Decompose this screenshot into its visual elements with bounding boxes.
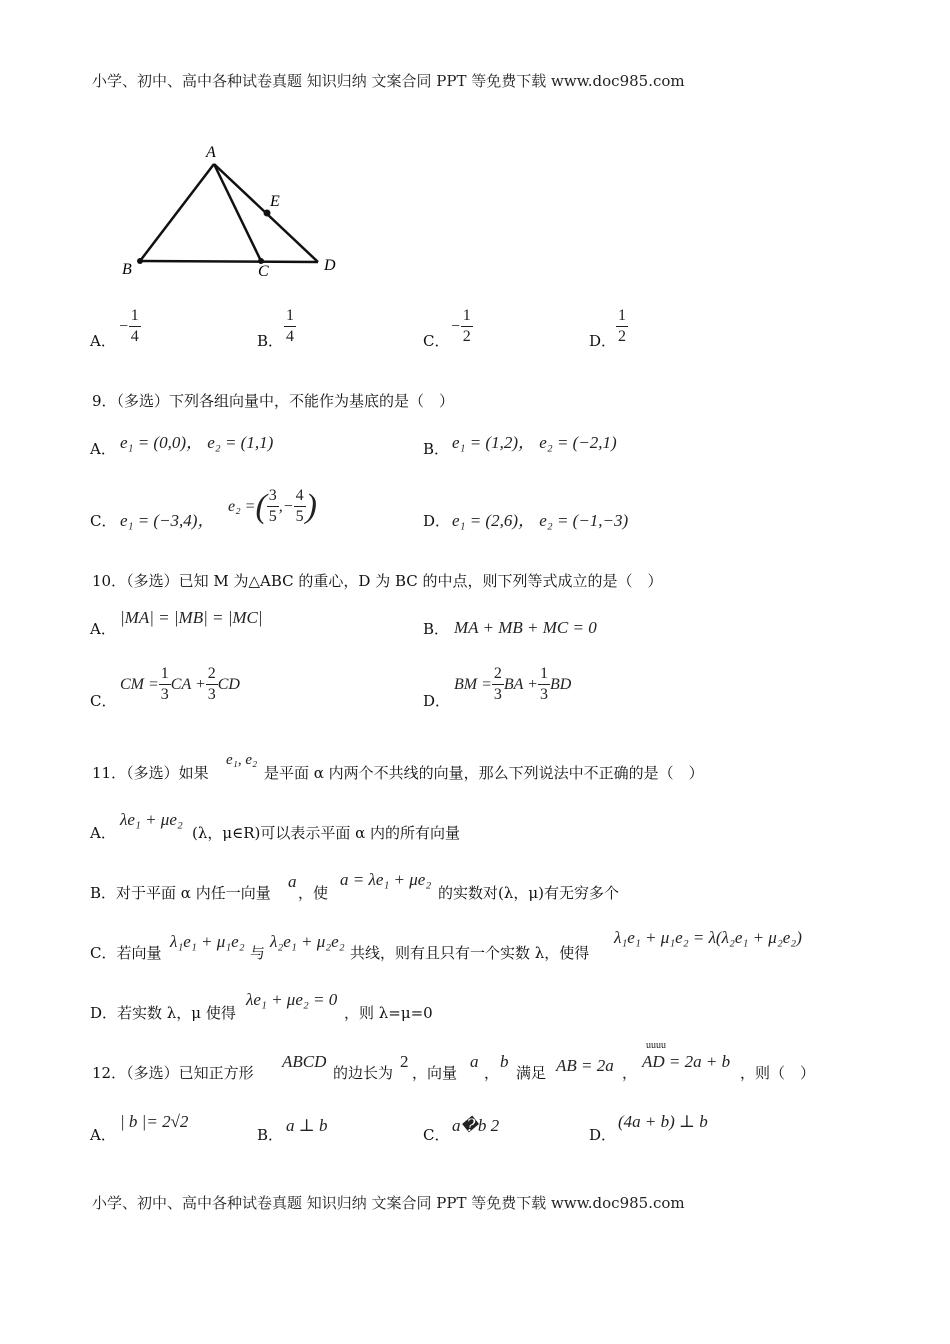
label-b: B bbox=[122, 261, 132, 278]
q8-option-a-expr: − $\frac{1}{4}$ bbox=[118, 307, 139, 345]
q10-option-c-expr: CM = $\frac{1}{3}$ CA + $\frac{2}{3}$ CD bbox=[120, 665, 240, 703]
q11-option-c-expr2: λ₂e₁ + μ₂e₂ bbox=[270, 932, 345, 951]
q11-stem-b: 是平面 α 内两个不共线的向量，那么下列说法中不正确的是（ ） bbox=[264, 764, 704, 782]
q11-option-c-expr1: λ₁e₁ + μ₁e₂ bbox=[170, 932, 245, 951]
q9-option-a-expr: e₁ = (0,0)， e₂ = (1,1) bbox=[120, 433, 274, 452]
q12-stem-e: ，则（ ） bbox=[740, 1064, 816, 1082]
q8-option-c-label: C． bbox=[423, 332, 450, 350]
q11-option-b-text2: ，使 bbox=[298, 884, 329, 902]
q8-option-a-label: A． bbox=[90, 332, 116, 350]
q10-option-d-label: D． bbox=[423, 692, 451, 710]
q11-option-d-label: D．若实数 λ，μ 使得 bbox=[90, 1004, 236, 1022]
q12-stem-b-vec: b bbox=[500, 1052, 509, 1071]
q12-stem-ad: AD = 2a + b bbox=[642, 1052, 731, 1071]
q9-option-c-expr1: e₁ = (−3,4)， bbox=[120, 511, 215, 530]
q12-option-d-label: D． bbox=[589, 1126, 617, 1144]
point-b bbox=[137, 258, 143, 264]
q12-option-a-expr: | b |= 2√2 bbox=[120, 1112, 189, 1131]
q11-option-c-expr3: λ₁e₁ + μ₁e₂ = λ(λ₂e₁ + μ₂e₂) bbox=[614, 928, 802, 947]
q11-option-c-label: C．若向量 bbox=[90, 944, 162, 962]
segment-ab bbox=[140, 164, 214, 261]
q10-option-d-expr: BM = $\frac{2}{3}$ BA + $\frac{1}{3}$ BD bbox=[454, 665, 572, 703]
q9-option-a-label: A． bbox=[90, 440, 116, 458]
segment-ac bbox=[214, 164, 261, 261]
q12-stem-d: 满足 bbox=[516, 1064, 547, 1082]
q10-option-b-expr: MA + MB + MC = 0 bbox=[454, 618, 597, 637]
q12-option-c-expr: a�b 2 bbox=[452, 1116, 500, 1135]
q11-option-b-label: B．对于平面 α 内任一向量 bbox=[90, 884, 271, 902]
q11-stem-a: 11．（多选）如果 bbox=[92, 764, 209, 782]
segment-bd bbox=[140, 261, 318, 262]
q12-option-b-expr: a ⊥ b bbox=[286, 1116, 328, 1135]
q12-option-d-expr: (4a + b) ⊥ b bbox=[618, 1112, 708, 1131]
q12-option-c-label: C． bbox=[423, 1126, 450, 1144]
label-e: E bbox=[270, 193, 280, 210]
q10-option-a-label: A． bbox=[90, 620, 116, 638]
q8-option-c-expr: − $\frac{1}{2}$ bbox=[450, 307, 471, 345]
q12-stem-ab: AB = 2a bbox=[556, 1056, 614, 1075]
q12-stem-a-vec: a bbox=[470, 1052, 479, 1071]
q12-stem-abcd: ABCD bbox=[282, 1052, 327, 1071]
q9-option-c-label: C． bbox=[90, 512, 117, 530]
q8-option-b-label: B． bbox=[257, 332, 284, 350]
q10-option-b-label: B． bbox=[423, 620, 450, 638]
q10-option-a-expr: |MA| = |MB| = |MC| bbox=[120, 608, 263, 627]
page-footer: 小学、初中、高中各种试卷真题 知识归纳 文案合同 PPT 等免费下载 www.doc985.com bbox=[92, 1194, 685, 1212]
q11-option-a-expr: λe₁ + μe₂ bbox=[120, 810, 183, 829]
q11-stem-expr: e₁, e₂ bbox=[226, 752, 258, 768]
q11-option-b-vec: a bbox=[288, 872, 297, 891]
q11-option-a-label: A． bbox=[90, 824, 116, 842]
q8-option-d-label: D． bbox=[589, 332, 617, 350]
label-d: D bbox=[324, 257, 336, 274]
q12-stem-sep: ， bbox=[484, 1064, 500, 1082]
q12-stem-sep2: ， bbox=[622, 1064, 638, 1082]
q12-stem-a: 12．（多选）已知正方形 bbox=[92, 1064, 254, 1082]
q8-option-d-expr: $\frac{1}{2}$ bbox=[618, 307, 626, 345]
q11-option-a-text: (λ，μ∈R)可以表示平面 α 内的所有向量 bbox=[192, 824, 461, 842]
q12-stem-overbar: uuuu bbox=[646, 1040, 666, 1051]
page-header: 小学、初中、高中各种试卷真题 知识归纳 文案合同 PPT 等免费下载 www.doc985.com bbox=[92, 72, 685, 90]
q9-stem: 9．（多选）下列各组向量中，不能作为基底的是（ ） bbox=[92, 392, 455, 410]
q11-option-d-text2: ，则 λ=μ=0 bbox=[344, 1004, 433, 1022]
q11-option-b-expr: a = λe₁ + μe₂ bbox=[340, 870, 432, 889]
q11-option-b-text3: 的实数对(λ，μ)有无穷多个 bbox=[438, 884, 619, 902]
q12-stem-c: ，向量 bbox=[412, 1064, 458, 1082]
q12-option-b-label: B． bbox=[257, 1126, 284, 1144]
q8-option-b-expr: $\frac{1}{4}$ bbox=[286, 307, 294, 345]
point-e bbox=[264, 210, 271, 217]
q12-stem-2: 2 bbox=[400, 1052, 409, 1071]
q9-option-b-label: B． bbox=[423, 440, 450, 458]
q9-option-d-expr: e₁ = (2,6)， e₂ = (−1,−3) bbox=[452, 511, 629, 530]
q9-option-b-expr: e₁ = (1,2)， e₂ = (−2,1) bbox=[452, 433, 617, 452]
q9-option-d-label: D． bbox=[423, 512, 451, 530]
q11-option-c-text3: 共线，则有且只有一个实数 λ，使得 bbox=[350, 944, 590, 962]
q12-stem-b: 的边长为 bbox=[333, 1064, 394, 1082]
triangle-figure bbox=[110, 140, 350, 280]
q10-stem: 10．（多选）已知 M 为△ABC 的重心，D 为 BC 的中点，则下列等式成立的是（ ） bbox=[92, 572, 663, 590]
q9-option-c-expr2: e₂ =( $\frac{3}{5}$ ,− $\frac{4}{5}$ ) bbox=[228, 487, 317, 525]
q11-option-d-expr: λe₁ + μe₂ = 0 bbox=[246, 990, 338, 1009]
q12-option-a-label: A． bbox=[90, 1126, 116, 1144]
q11-option-c-text2: 与 bbox=[250, 944, 266, 962]
label-a: A bbox=[206, 144, 216, 161]
label-c: C bbox=[258, 263, 269, 280]
q10-option-c-label: C． bbox=[90, 692, 117, 710]
